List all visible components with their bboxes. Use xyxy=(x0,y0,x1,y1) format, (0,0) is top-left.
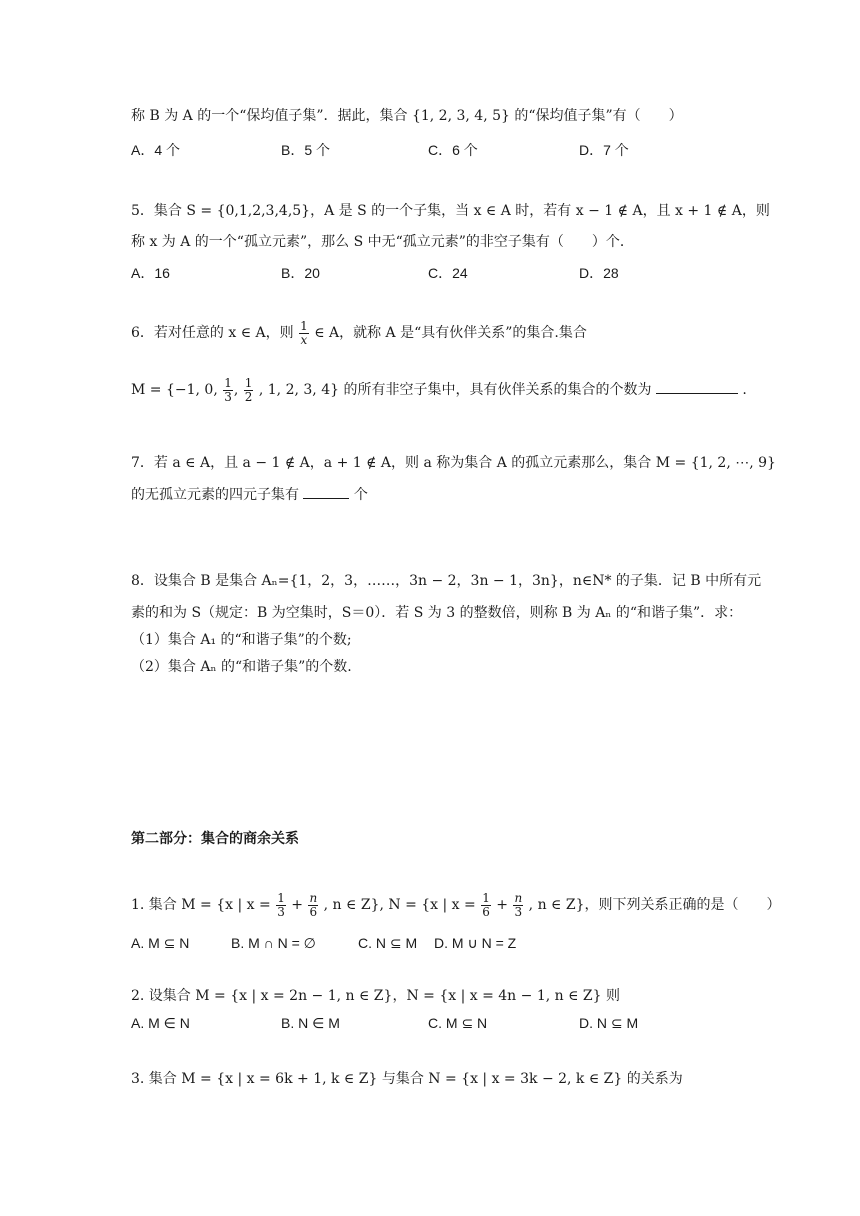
s2q1-fraction-1 xyxy=(276,892,286,919)
q7-line-2-unit: 个 xyxy=(353,487,368,503)
q6-set-fraction-2-numerator: 1 xyxy=(244,375,253,390)
s2q1-line xyxy=(131,889,781,921)
q8-line-2: 素的和为 S（规定：B 为空集时，S＝0）．若 S 为 3 的整数倍，则称 B 为 Aₙ 的“和谐子集”．求： xyxy=(131,605,743,621)
q6-line-1 xyxy=(131,318,587,348)
q6-set-fraction-2 xyxy=(244,377,254,404)
q5-line-2: 称 x 为 A 的一个“孤立元素”，那么 S 中无“孤立元素”的非空子集有（ ）个． xyxy=(131,234,634,250)
q8-line-1: 8．设集合 B 是集合 Aₙ={1，2，3，……，3n − 2，3n − 1，3n}，n∈N* 的子集．记 B 中所有元 xyxy=(131,573,762,589)
q6-suffix: ∈ A，就称 A 是“具有伙伴关系”的集合.集合 xyxy=(314,325,587,341)
q4-option-c: C．6 个 xyxy=(428,142,478,158)
q5-options xyxy=(131,263,731,283)
q7-answer-blank[interactable] xyxy=(303,484,349,499)
s2q1-plus-2: + xyxy=(496,897,509,913)
q4-options xyxy=(131,140,731,160)
s2q1-fraction-2 xyxy=(308,892,318,919)
q6-fraction-denominator: x xyxy=(300,332,308,347)
q4-option-a: A．4 个 xyxy=(131,142,181,158)
q4-option-d: D．7 个 xyxy=(579,142,629,158)
q4-option-b: B．5 个 xyxy=(281,142,331,158)
s2q2-option-a: A. M ∈ N xyxy=(131,1015,190,1031)
q5-line-1: 5．集合 S = {0,1,2,3,4,5}，A 是 S 的一个子集，当 x ∈ A 时，若有 x − 1 ∉ A，且 x + 1 ∉ A，则 xyxy=(131,203,770,219)
q6-prefix: 6．若对任意的 x ∈ A，则 xyxy=(131,325,294,341)
s2q1-fraction-4-numerator: n xyxy=(514,890,523,905)
q6-set-close: , 1, 2, 3, 4} xyxy=(258,382,340,398)
s2q2-option-c: C. M ⊆ N xyxy=(428,1015,488,1031)
s2q1-option-a: A. M ⊆ N xyxy=(131,935,190,951)
s2q1-fraction-3-numerator: 1 xyxy=(482,890,490,905)
q5-option-c: C．24 xyxy=(428,265,468,281)
s2q1-fraction-2-numerator: n xyxy=(309,890,318,905)
s2q1-fraction-3 xyxy=(481,892,491,919)
q5-option-d: D．28 xyxy=(579,265,619,281)
s2q1-pre: 1. 集合 M = {x | x = xyxy=(131,897,271,913)
q6-set-fraction-1-denominator: 3 xyxy=(224,389,232,404)
q6-answer-blank[interactable] xyxy=(656,379,738,394)
s2q1-plus-1: + xyxy=(291,897,304,913)
q6-set-fraction-1-numerator: 1 xyxy=(224,375,232,390)
s2q2-option-b: B. N ∈ M xyxy=(281,1015,340,1031)
s2q1-option-b: B. M ∩ N = ∅ xyxy=(231,935,316,951)
q4-continuation-text: 称 B 为 A 的一个“保均值子集”．据此，集合 {1, 2, 3, 4, 5} 的“保均值子集”有（ ） xyxy=(131,108,683,124)
s2q3-line: 3. 集合 M = {x | x = 6k + 1, k ∈ Z} 与集合 N = {x | x = 3k − 2, k ∈ Z} 的关系为 xyxy=(131,1071,683,1087)
q7-line-2-text: 的无孤立元素的四元子集有 xyxy=(131,487,299,503)
s2q1-fraction-4-denominator: 3 xyxy=(514,904,523,919)
s2q1-fraction-4 xyxy=(513,892,523,919)
s2q1-options xyxy=(131,935,731,955)
q6-fraction xyxy=(299,320,309,347)
s2q1-option-c: C. N ⊆ M xyxy=(358,935,418,951)
q7-line-2 xyxy=(131,484,368,505)
q6-tail: 的所有非空子集中，具有伙伴关系的集合的个数为 xyxy=(343,382,652,398)
q6-end: . xyxy=(742,382,747,398)
q8-line-4: （2）集合 Aₙ 的“和谐子集”的个数. xyxy=(131,659,352,675)
s2q2-line: 2. 设集合 M = {x | x = 2n − 1, n ∈ Z}，N = {x | x = 4n − 1, n ∈ Z} 则 xyxy=(131,988,621,1004)
q5-option-b: B．20 xyxy=(281,265,320,281)
s2q1-fraction-3-denominator: 6 xyxy=(482,904,490,919)
q6-fraction-numerator: 1 xyxy=(300,318,308,333)
q6-set-open: M = {−1, 0, xyxy=(131,382,218,398)
s2q1-option-d: D. M ∪ N = Z xyxy=(434,935,517,951)
section-2-title: 第二部分：集合的商余关系 xyxy=(131,831,299,847)
s2q1-fraction-2-denominator: 6 xyxy=(309,904,318,919)
q6-set-fraction-2-denominator: 2 xyxy=(244,389,253,404)
q8-line-3: （1）集合 A₁ 的“和谐子集”的个数; xyxy=(131,632,352,648)
q6-line-2: M = {−1, 0, $\frac{1}{3}$ , $\frac{1}{2}$ , 1, 2, 3, 4} 的所有非空子集中，具有伙伴关系的集合的个数为 . xyxy=(131,375,747,404)
s2q1-post: , n ∈ Z}，则下列关系正确的是（ ） xyxy=(528,897,781,913)
q7-line-1: 7．若 a ∈ A，且 a − 1 ∉ A，a + 1 ∉ A，则 a 称为集合 A 的孤立元素那么，集合 M = {1, 2, ⋯, 9} xyxy=(131,455,776,471)
s2q1-fraction-1-denominator: 3 xyxy=(277,904,285,919)
s2q1-mid: , n ∈ Z}, N = {x | x = xyxy=(323,897,476,913)
s2q2-options xyxy=(131,1015,731,1035)
q6-set-fraction-1 xyxy=(223,377,233,404)
s2q2-option-d: D. N ⊆ M xyxy=(579,1015,639,1031)
s2q1-fraction-1-numerator: 1 xyxy=(277,890,285,905)
q5-option-a: A．16 xyxy=(131,265,170,281)
